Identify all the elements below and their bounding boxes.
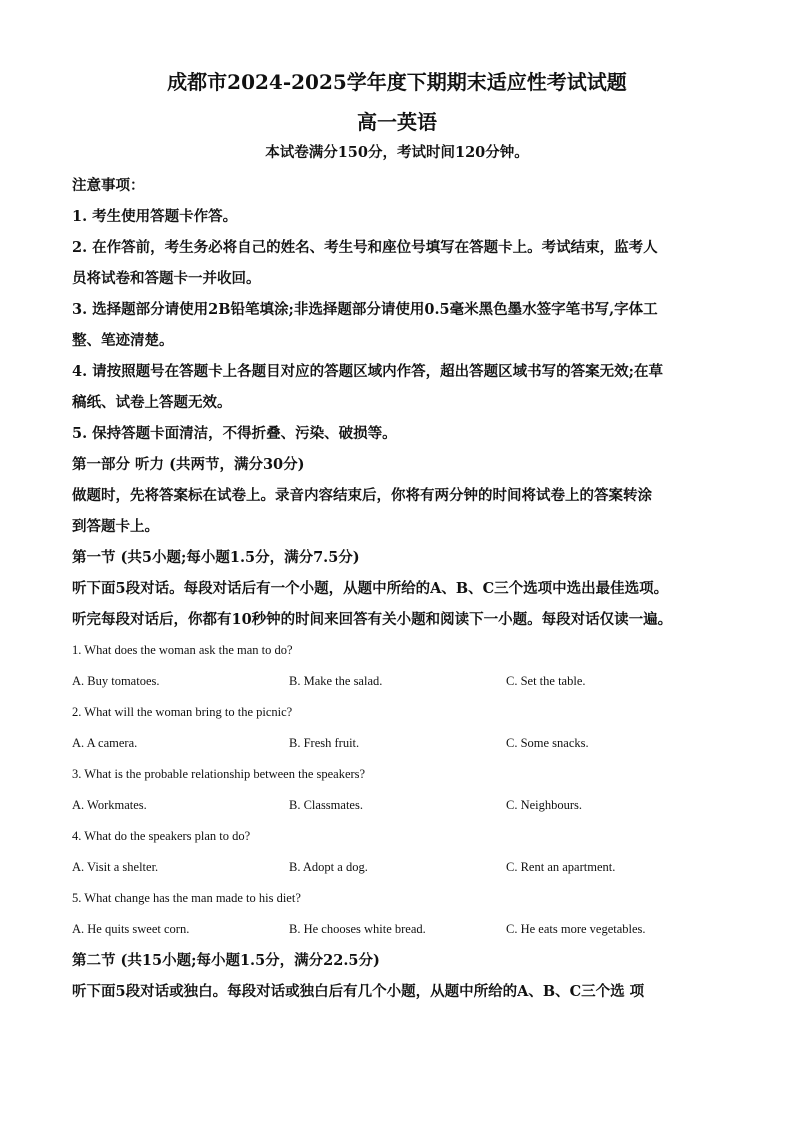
part1-heading: 第一部分 听力 (共两节，满分30分) — [72, 456, 305, 473]
question-2-options — [72, 728, 722, 759]
section2-instruction: 听下面5段对话或独白。每段对话或独白后有几个小题，从题中所给的A、B、C三个选 项 — [72, 983, 645, 1000]
note-line: 2. 在作答前，考生务必将自己的姓名、考生号和座位号填写在答题卡上。考试结束，监考人 — [72, 239, 658, 256]
section1-instruction: 听完每段对话后，你都有10秒钟的时间来回答有关小题和阅读下一小题。每段对话仅读一遍。 — [72, 611, 673, 628]
note-line: 员将试卷和答题卡一并收回。 — [72, 270, 261, 287]
question-4: 4. What do the speakers plan to do? — [72, 829, 251, 843]
note-line: 稿纸、试卷上答题无效。 — [72, 394, 232, 411]
question-1-options — [72, 666, 722, 697]
note-line: 整、笔迹清楚。 — [72, 332, 174, 349]
option-a: A. He quits sweet corn. — [72, 922, 190, 936]
option-a: A. Workmates. — [72, 798, 147, 812]
option-c: C. Some snacks. — [506, 736, 589, 750]
option-b: B. Adopt a dog. — [289, 860, 368, 874]
part1-instruction: 做题时，先将答案标在试卷上。录音内容结束后，你将有两分钟的时间将试卷上的答案转涂 — [72, 487, 652, 504]
question-3: 3. What is the probable relationship between the speakers? — [72, 767, 366, 781]
question-2: 2. What will the woman bring to the picnic? — [72, 705, 293, 719]
section1-heading: 第一节 (共5小题;每小题1.5分，满分7.5分) — [72, 549, 360, 566]
option-a: A. Buy tomatoes. — [72, 674, 160, 688]
option-b: B. Make the salad. — [289, 674, 383, 688]
question-5-options — [72, 914, 722, 945]
note-line: 1. 考生使用答题卡作答。 — [72, 208, 238, 225]
question-5: 5. What change has the man made to his diet? — [72, 891, 301, 905]
option-a: A. Visit a shelter. — [72, 860, 159, 874]
note-line: 4. 请按照题号在答题卡上各题目对应的答题区域内作答，超出答题区域书写的答案无效;在草 — [72, 363, 664, 380]
option-b: B. Classmates. — [289, 798, 363, 812]
part1-instruction: 到答题卡上。 — [72, 518, 159, 535]
notes-heading: 注意事项： — [72, 177, 145, 194]
question-1: 1. What does the woman ask the man to do? — [72, 643, 293, 657]
section2-heading: 第二节 (共15小题;每小题1.5分，满分22.5分) — [72, 952, 380, 969]
note-line: 5. 保持答题卡面清洁，不得折叠、污染、破损等。 — [72, 425, 397, 442]
option-c: C. Neighbours. — [506, 798, 583, 812]
note-line: 3. 选择题部分请使用2B铅笔填涂;非选择题部分请使用0.5毫米黑色墨水签字笔书写,字体工 — [72, 301, 658, 318]
option-a: A. A camera. — [72, 736, 138, 750]
question-3-options — [72, 790, 722, 821]
exam-title: 成都市2024-2025学年度下期期末适应性考试试题 — [167, 70, 627, 94]
option-c: C. He eats more vegetables. — [506, 922, 646, 936]
exam-subject: 高一英语 — [357, 110, 437, 134]
option-b: B. He chooses white bread. — [289, 922, 426, 936]
exam-info: 本试卷满分150分，考试时间120分钟。 — [265, 144, 529, 161]
option-c: C. Rent an apartment. — [506, 860, 616, 874]
option-b: B. Fresh fruit. — [289, 736, 360, 750]
question-4-options — [72, 852, 722, 883]
option-c: C. Set the table. — [506, 674, 586, 688]
section1-instruction: 听下面5段对话。每段对话后有一个小题，从题中所给的A、B、C三个选项中选出最佳选项。 — [72, 580, 669, 597]
